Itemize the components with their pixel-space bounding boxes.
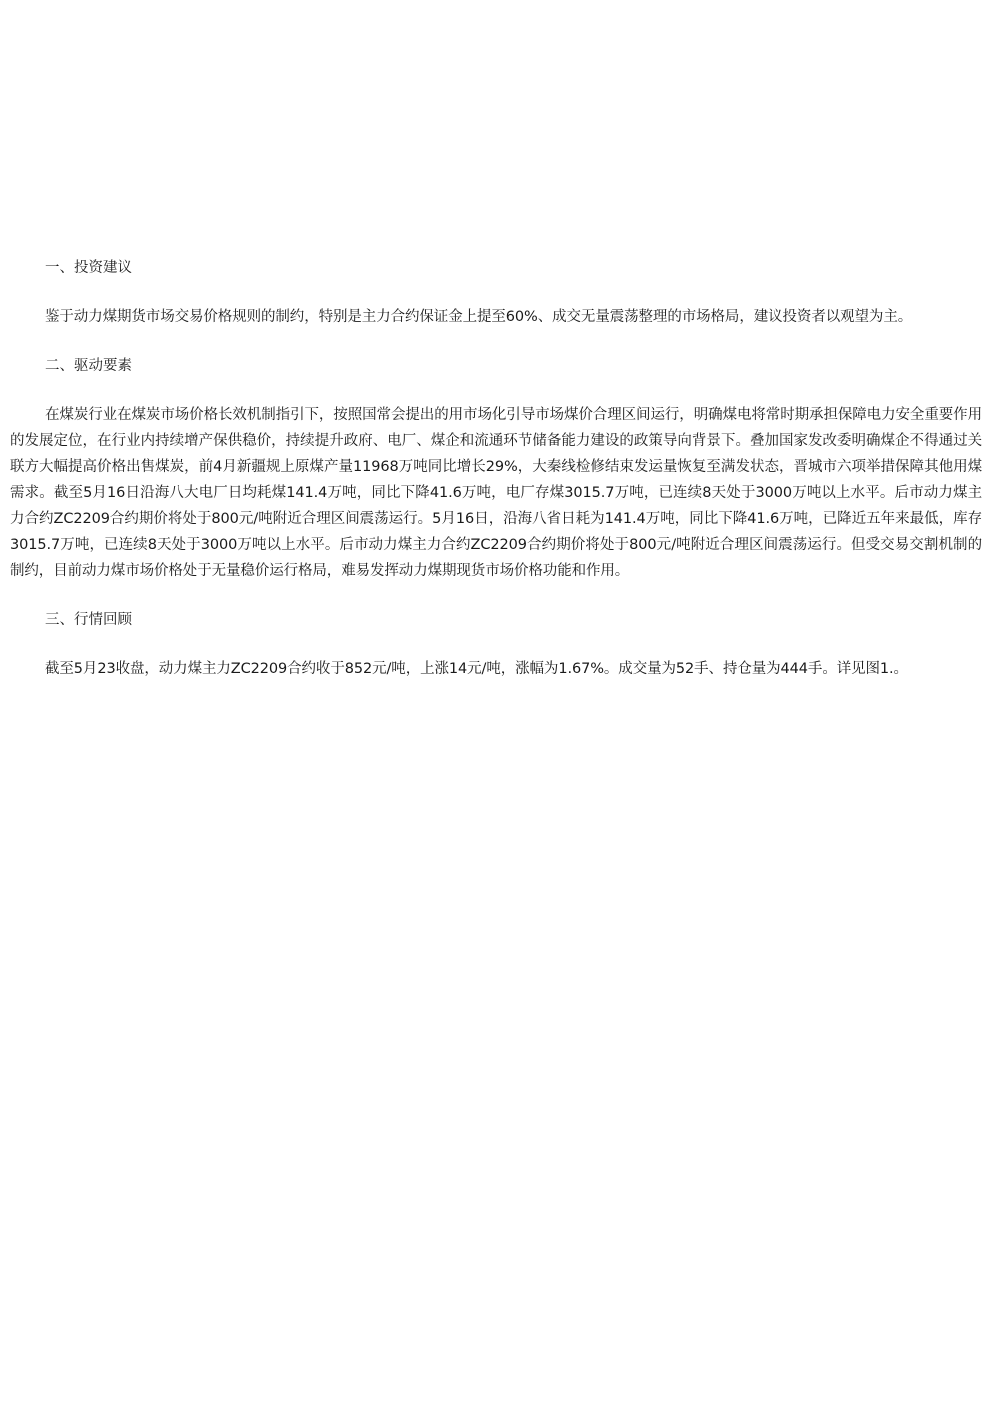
- document-content: [10, 255, 982, 705]
- section-heading-investment-advice: 一、投资建议: [45, 260, 132, 276]
- section-body-market-review: 截至5月23收盘，动力煤主力ZC2209合约收于852元/吨，上涨14元/吨，涨幅为1.67%。成交量为52手、持仓量为444手。详见图1.。: [45, 661, 908, 677]
- section-body-driving-factors: 在煤炭行业在煤炭市场价格长效机制指引下，按照国常会提出的用市场化引导市场煤价合理区间运行，明确煤电将常时期承担保障电力安全重要作用的发展定位，在行业内持续增产保供稳价，持续提升政府、电厂、煤企和流通环节储备能力建设的政策导向背景下。叠加国家发改委明确煤企不得通过关联方大幅提高价格出售煤炭，前4月新疆规上原煤产量11968万吨同比增长29%，大秦线检修结束发运量恢复至满发状态，晋城市六项举措保障其他用煤需求。截至5月16日沿海八大电厂日均耗煤141.4万吨，同比下降41.6万吨，电厂存煤3015.7万吨，已连续8天处于3000万吨以上水平。后市动力煤主力合约ZC2209合约期价将处于800元/吨附近合理区间震荡运行。5月16日，沿海八省日耗为141.4万吨，同比下降41.6万吨，已降近五年来最低，库存3015.7万吨，已连续8天处于3000万吨以上水平。后市动力煤主力合约ZC2209合约期价将处于800元/吨附近合理区间震荡运行。但受交易交割机制的制约，目前动力煤市场价格处于无量稳价运行格局，难易发挥动力煤期现货市场价格功能和作用。: [10, 407, 982, 579]
- section-heading-driving-factors: 二、驱动要素: [45, 358, 132, 374]
- section-heading-market-review: 三、行情回顾: [45, 612, 132, 628]
- section-body-investment-advice: 鉴于动力煤期货市场交易价格规则的制约，特别是主力合约保证金上提至60%、成交无量震荡整理的市场格局，建议投资者以观望为主。: [45, 309, 913, 325]
